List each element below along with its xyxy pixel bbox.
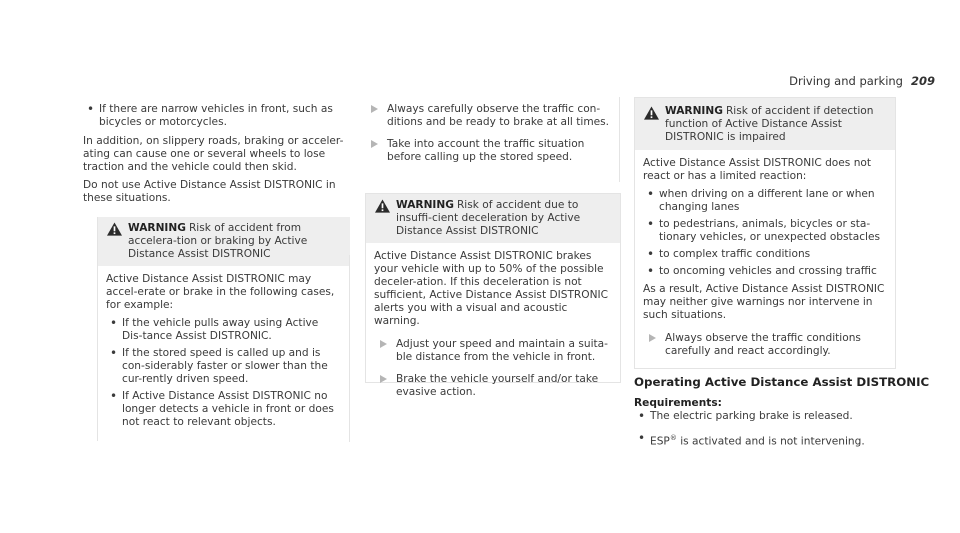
bullet-list bbox=[106, 317, 342, 429]
paragraph: Active Distance Assist DISTRONIC does not react or has a limited reaction: bbox=[643, 157, 872, 182]
list-item: • The electric parking brake is released. bbox=[634, 410, 894, 423]
paragraph: Active Distance Assist DISTRONIC brakes your vehicle with up to 50% of the possible deceler-ation. If this deceleration is not sufficient, Active Distance Assist DISTRONIC alerts you with a visual and acoustic warning. bbox=[374, 250, 609, 327]
list-item: • If the stored speed is called up and is con-siderably faster or slower than the cur-rently driven speed. bbox=[106, 347, 342, 386]
step-text: Adjust your speed and maintain a suita-ble distance from the vehicle in front. bbox=[396, 338, 608, 363]
warning-box-acceleration bbox=[97, 217, 350, 441]
warning-triangle-icon bbox=[107, 222, 122, 236]
chapter-title: Driving and parking bbox=[789, 74, 903, 88]
step-arrow-icon bbox=[371, 105, 378, 113]
column-2-steps bbox=[365, 103, 619, 173]
paragraph: Active Distance Assist DISTRONIC may accel-erate or brake in the following cases, for example: bbox=[106, 273, 335, 311]
column-divider bbox=[619, 97, 620, 182]
step-arrow-icon bbox=[649, 334, 656, 342]
warning-header bbox=[98, 217, 350, 266]
warning-header bbox=[366, 194, 620, 243]
column-1 bbox=[83, 103, 345, 210]
warning-header bbox=[635, 98, 895, 150]
list-item: • to oncoming vehicles and crossing traffic bbox=[643, 265, 887, 278]
step-arrow-icon bbox=[380, 375, 387, 383]
column-divider bbox=[349, 255, 350, 442]
list-item: • when driving on a different lane or when changing lanes bbox=[643, 188, 887, 214]
step-text: Always observe the traffic conditions carefully and react accordingly. bbox=[665, 332, 861, 357]
list-item: • If the vehicle pulls away using Active Dis-tance Assist DISTRONIC. bbox=[106, 317, 342, 343]
step-item bbox=[374, 373, 612, 399]
paragraph: Do not use Active Distance Assist DISTRONIC in these situations. bbox=[83, 179, 336, 204]
warning-body bbox=[98, 266, 350, 440]
warning-keyword: WARNING bbox=[665, 105, 723, 117]
running-header bbox=[789, 75, 935, 88]
step-text: Brake the vehicle yourself and/or take evasive action. bbox=[396, 373, 599, 398]
step-item bbox=[365, 103, 619, 129]
step-item bbox=[374, 338, 612, 364]
page-number: 209 bbox=[910, 74, 935, 88]
warning-keyword: WARNING bbox=[128, 222, 186, 234]
bullet-list-top bbox=[83, 103, 345, 129]
list-item: • If there are narrow vehicles in front, such as bicycles or motorcycles. bbox=[83, 103, 345, 129]
step-item bbox=[643, 332, 887, 358]
warning-box-detection bbox=[634, 97, 896, 369]
warning-keyword: WARNING bbox=[396, 199, 454, 211]
warning-triangle-icon bbox=[375, 199, 390, 213]
warning-triangle-icon bbox=[644, 106, 659, 120]
list-item: • to pedestrians, animals, bicycles or sta-tionary vehicles, or unexpected obstacles bbox=[643, 218, 887, 244]
requirements-label: Requirements: bbox=[634, 397, 722, 409]
step-text: Always carefully observe the traffic con-ditions and be ready to brake at all times. bbox=[387, 103, 610, 128]
step-item bbox=[365, 138, 619, 164]
step-arrow-icon bbox=[371, 140, 378, 148]
warning-title: Risk of accident due to insuffi-cient deceleration by Active Distance Assist DISTRONIC bbox=[396, 199, 581, 237]
warning-title: Risk of accident if detection function of Active Distance Assist DISTRONIC is impaired bbox=[665, 105, 874, 143]
list-item-esp bbox=[634, 432, 894, 449]
requirement-text: is activated and is not intervening. bbox=[680, 435, 865, 448]
registered-mark: ® bbox=[669, 434, 677, 442]
list-item: • to complex traffic conditions bbox=[643, 248, 887, 261]
section-title: Operating Active Distance Assist DISTRONIC bbox=[634, 375, 930, 389]
requirements-list bbox=[634, 410, 894, 449]
list-item: • If Active Distance Assist DISTRONIC no longer detects a vehicle in front or does not react to relevant objects. bbox=[106, 390, 342, 429]
step-arrow-icon bbox=[380, 340, 387, 348]
warning-body bbox=[366, 243, 620, 414]
paragraph: As a result, Active Distance Assist DISTRONIC may neither give warnings nor intervene in such situations. bbox=[643, 283, 885, 321]
esp-label: ESP bbox=[650, 435, 670, 448]
paragraph: In addition, on slippery roads, braking or acceler-ating can cause one or several wheels to lose traction and the vehicle could then skid. bbox=[83, 135, 344, 173]
bullet-list bbox=[643, 188, 887, 278]
step-text: Take into account the traffic situation before calling up the stored speed. bbox=[387, 138, 585, 163]
requirements bbox=[634, 397, 894, 454]
warning-box-deceleration bbox=[365, 193, 621, 398]
warning-body bbox=[635, 150, 895, 373]
warning-title: Risk of accident from accelera-tion or braking by Active Distance Assist DISTRONIC bbox=[128, 222, 308, 260]
